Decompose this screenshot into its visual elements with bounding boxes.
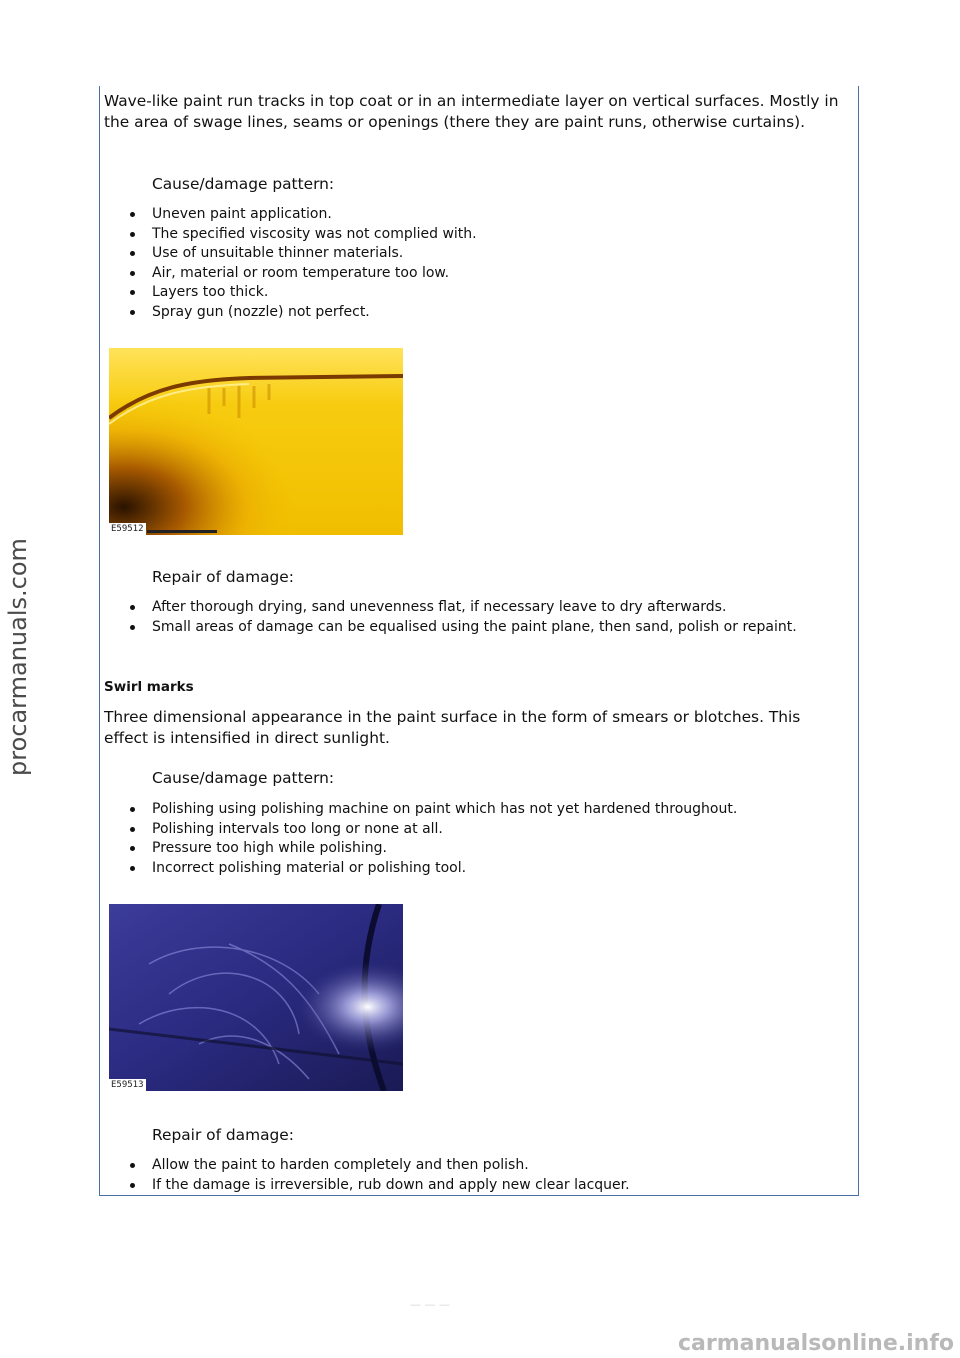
swirl-marks-description: Three dimensional appearance in the paint surface in the form of smears or blotches. This effect is intensified in direct sunlight. [104,708,801,747]
list-item: Layers too thick. [127,283,827,303]
cause-heading-2: Cause/damage pattern: [152,769,335,787]
repair-list-2 [127,1156,827,1195]
list-item: The specified viscosity was not complied with. [127,225,827,245]
paint-runs-photo [109,348,403,535]
swirl-marks-image [109,904,403,1091]
list-item: Small areas of damage can be equalised using the paint plane, then sand, polish or repaint. [127,618,827,638]
bottom-watermark: carmanualsonline.info [678,1331,954,1356]
swirl-marks-photo [109,904,403,1091]
side-watermark: procarmanuals.com [4,538,32,776]
list-item: If the damage is irreversible, rub down and apply new clear lacquer. [127,1176,827,1196]
cause-list-1 [127,205,827,322]
section-title-swirl-marks: Swirl marks [104,679,194,695]
list-item: Allow the paint to harden completely and then polish. [127,1156,827,1176]
list-item: Use of unsuitable thinner materials. [127,244,827,264]
figure-id-2: E59513 [111,1080,144,1090]
cause-heading-1: Cause/damage pattern: [152,175,335,193]
paint-runs-image [109,348,403,535]
list-item: Air, material or room temperature too low. [127,264,827,284]
page-number: — — — [410,1298,450,1311]
list-item: Spray gun (nozzle) not perfect. [127,303,827,323]
paint-runs-description: Wave-like paint run tracks in top coat or in an intermediate layer on vertical surfaces. Mostly in the area of swage lines, seams or openings (there they are paint runs, otherwise curtains). [104,92,839,131]
list-item: Polishing intervals too long or none at all. [127,820,827,840]
list-item: Incorrect polishing material or polishing tool. [127,859,827,879]
repair-list-1 [127,598,827,637]
figure-id-1: E59512 [111,524,144,534]
list-item: Uneven paint application. [127,205,827,225]
repair-heading-1: Repair of damage: [152,568,294,586]
repair-heading-2: Repair of damage: [152,1126,294,1144]
cause-list-2 [127,800,827,878]
list-item: After thorough drying, sand unevenness flat, if necessary leave to dry afterwards. [127,598,827,618]
list-item: Polishing using polishing machine on paint which has not yet hardened throughout. [127,800,827,820]
list-item: Pressure too high while polishing. [127,839,827,859]
